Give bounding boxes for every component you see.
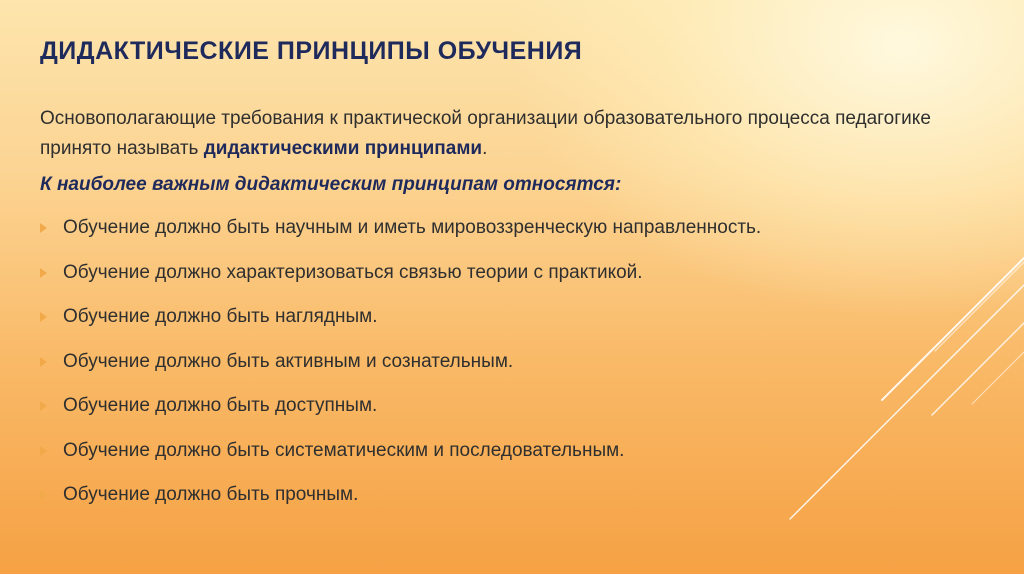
slide-content — [40, 36, 1000, 518]
list-item-text: Обучение должно быть прочным. — [63, 484, 359, 506]
list-item-text: Обучение должно быть систематическим и последовательным. — [63, 439, 625, 461]
list-item — [40, 473, 1000, 518]
list-item — [40, 206, 1000, 251]
list-item-text: Обучение должно характеризоваться связью теории с практикой. — [63, 261, 643, 283]
triangle-right-icon — [40, 357, 47, 367]
triangle-right-icon — [40, 268, 47, 278]
list-item-text: Обучение должно быть наглядным. — [63, 306, 378, 328]
list-item — [40, 340, 1000, 385]
list-item-text: Обучение должно быть активным и сознательным. — [63, 350, 514, 372]
intro-emphasis: дидактическими принципами — [203, 138, 483, 159]
triangle-right-icon — [40, 446, 47, 456]
intro-text: Основополагающие требования к практической организации образовательного процесса педагогике принято называть — [40, 108, 931, 159]
triangle-right-icon — [40, 223, 47, 233]
list-item — [40, 251, 1000, 296]
subheading: К наиболее важным дидактическим принципам относятся: — [40, 174, 622, 195]
triangle-right-icon — [40, 401, 47, 411]
intro-end: . — [482, 138, 488, 159]
list-item-text: Обучение должно быть доступным. — [63, 395, 378, 417]
list-item-text: Обучение должно быть научным и иметь мировоззренческую направленность. — [63, 217, 762, 239]
list-item — [40, 295, 1000, 340]
triangle-right-icon — [40, 490, 47, 500]
list-item — [40, 429, 1000, 474]
list-item — [40, 384, 1000, 429]
slide-title: ДИДАКТИЧЕСКИЕ ПРИНЦИПЫ ОБУЧЕНИЯ — [40, 37, 583, 65]
intro-paragraph — [40, 104, 1000, 164]
principles-list — [40, 206, 1000, 518]
triangle-right-icon — [40, 312, 47, 322]
